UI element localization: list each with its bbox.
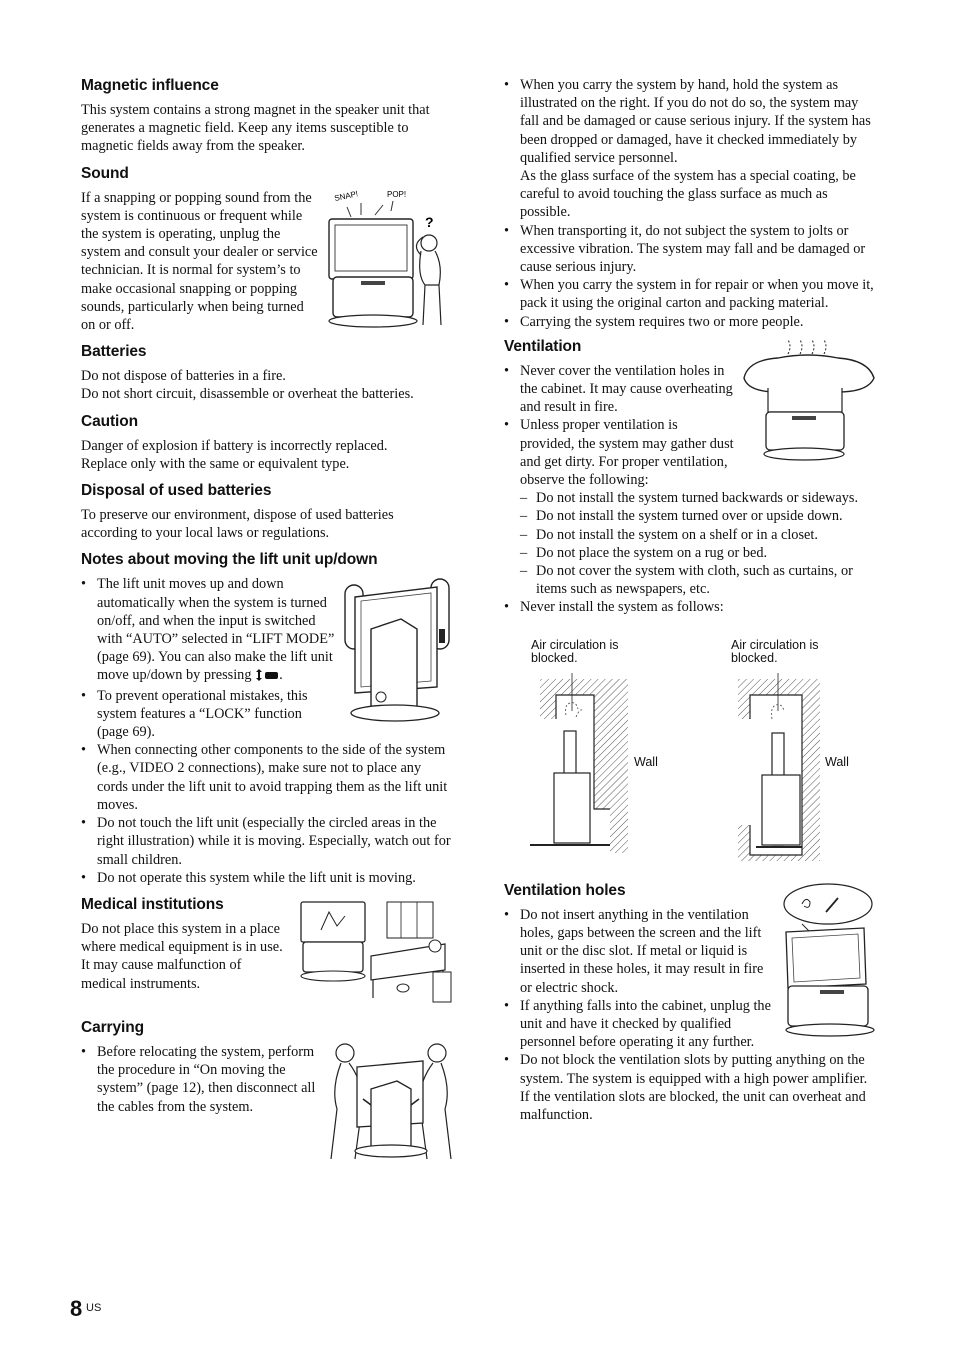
section-caution [81,412,451,473]
heading-sound: Sound [81,164,129,182]
lift-notes-list [81,575,451,886]
shelf-figure-2 [732,665,832,865]
pop-label: POP! [387,189,407,199]
carrying-note-1: • Before relocating the system, perform the procedure in “On moving the system” (page 12), then disconnect all the cables from the system. [81,1043,451,1116]
medical-illustration [295,900,455,1004]
sound-illustration [325,185,455,333]
section-batteries [81,342,451,403]
wall-label-2: Wall [825,754,849,769]
heading-batteries: Batteries [81,343,147,361]
section-lift [81,550,451,886]
heading-magnetic: Magnetic influence [81,77,219,94]
air-blocked-label-2: Air circulation is blocked. [731,637,819,665]
heading-lift: Notes about moving the lift unit up/down [81,551,378,569]
lift-note-4: • Do not touch the lift unit (especially the circled areas in the right illustration) while it is moving. Especially, watch out for small children. [81,814,451,869]
heading-carrying: Carrying [81,1018,144,1036]
carry-note-repair: • When you carry the system in for repair or when you move it, pack it using the original carton and packing material. [504,276,874,312]
batteries-line1: Do not dispose of batteries in a fire. [81,368,286,385]
ventilation-dash-4: – Do not place the system on a rug or bed. [520,544,874,562]
holes-note-3: • Do not block the ventilation slots by putting anything on the system. The system is equipped with a high power amplifier. If the ventilation slots are blocked, the unit can overheat and malfunction. [504,1051,874,1124]
air-blocked-label-1: Air circulation is blocked. [531,637,619,665]
page-number: 8 [70,1296,83,1321]
lift-note-1-end: . [279,667,283,684]
sound-text: If a snapping or popping sound from the system is continuous or frequent while the system is operating, unplug the system and consult your dealer or service technician. It is normal for system’s to make occasional snapping or popping sounds, particularly when being turned on or off. [81,189,318,334]
section-magnetic [81,76,451,156]
section-ventilation [504,337,874,867]
ventilation-note-2-text: • Unless proper ventilation is provided, the system may gather dust and get dirty. For proper ventilation, observe the following: [520,417,734,489]
ventilation-wall-figures [504,627,874,867]
holes-note-2: • If anything falls into the cabinet, unplug the unit and have it checked by qualified personnel before operating it any further. [504,997,874,1052]
section-ventilation-holes [504,881,874,1124]
ventilation-dash-3: – Do not install the system on a shelf or in a closet. [520,526,874,544]
wall-label-1: Wall [634,754,658,769]
magnetic-text: This system contains a strong magnet in the speaker unit that generates a magnetic field. Keep any items susceptible to magnetic fields away from the speaker. [81,102,430,155]
section-disposal [81,481,451,542]
carry-note-people: • Carrying the system requires two or more people. [504,313,874,331]
ventilation-dash-5: – Do not cover the system with cloth, such as curtains, or items such as newspapers, etc. [520,562,874,598]
carry-note-hand [504,76,874,222]
heading-caution: Caution [81,412,138,430]
lift-note-5: • Do not operate this system while the lift unit is moving. [81,869,451,887]
lift-note-1 [81,575,451,686]
holes-note-1: • Do not insert anything in the ventilation holes, gaps between the screen and the lift unit or the disc slot. If metal or liquid is inserted in these holes, it may result in fire or electric shock. [504,906,874,997]
carry-note-transport: • When transporting it, do not subject the system to jolts or excessive vibration. The system may fall and be damaged or cause serious injury. [504,222,874,277]
heading-ventilation-holes: Ventilation holes [504,881,626,899]
carry-note-glass-text: As the glass surface of the system has a special coating, be careful to avoid touching the glass surface as much as possible. [520,168,856,221]
ventilation-note-2 [504,416,874,598]
heading-medical: Medical institutions [81,895,224,913]
section-medical [81,895,451,1004]
lift-note-3: • When connecting other components to the side of the system (e.g., VIDEO 2 connections), make sure not to place any cords under the lift unit to avoid trapping them as the lift unit moves. [81,741,451,814]
ventilation-dash-2: – Do not install the system turned over or upside down. [520,507,874,525]
carrying-more-list [504,76,874,331]
shelf-figure-1 [520,665,632,865]
lift-note-2: • To prevent operational mistakes, this system features a “LOCK” function (page 69). [81,687,451,742]
ventilation-note-3: • Never install the system as follows: [504,598,874,616]
lift-note-1-text: The lift unit moves up and down automatically when the system is turned on/off, and when the input is switched with “AUTO” selected in “LIFT MODE” (page 69). You can also make the lift unit move up/down by pressing [97,576,335,684]
heading-ventilation: Ventilation [504,337,582,355]
disposal-text: To preserve our environment, dispose of used batteries according to your local laws or regulations. [81,507,394,542]
medical-text: Do not place this system in a place where medical equipment is in use. It may cause malfunction of medical instruments. [81,920,283,992]
page-region-suffix: US [86,1302,102,1314]
lift-button-icon [255,668,279,686]
batteries-line2: Do not short circuit, disassemble or overheat the batteries. [81,386,414,403]
section-carrying-continued [504,76,874,331]
left-column [81,76,451,1171]
section-sound [81,164,451,335]
snap-label: SNAP! [333,188,359,203]
ventilation-note-1: • Never cover the ventilation holes in the cabinet. It may cause overheating and result in fire. [504,362,874,417]
heading-disposal: Disposal of used batteries [81,482,272,500]
ventilation-holes-list [504,906,874,1124]
caution-line1: Danger of explosion if battery is incorrectly replaced. [81,437,388,454]
caution-line2: Replace only with the same or equivalent type. [81,455,350,472]
question-mark: ? [425,213,434,230]
carry-note-hand-text: • When you carry the system by hand, hold the system as illustrated on the right. If you do not do so, the system may fall and be damaged or cause serious injury. If the system has been dropped or damaged, have it checked immediately by qualified service personnel. [520,77,871,166]
carrying-list [81,1043,451,1116]
right-column [504,76,874,1132]
section-carrying [81,1018,451,1163]
ventilation-dash-list [520,489,874,598]
ventilation-dash-1: – Do not install the system turned backwards or sideways. [520,489,874,507]
ventilation-list [504,362,874,617]
